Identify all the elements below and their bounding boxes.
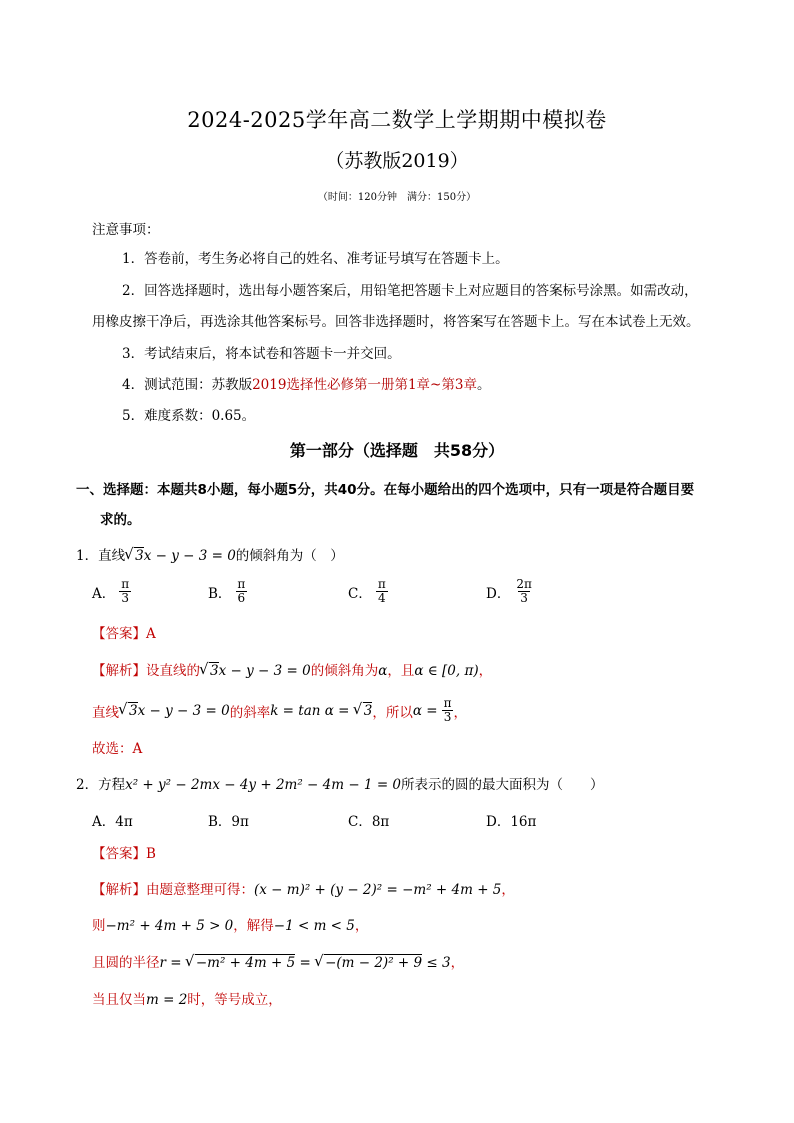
question-2-analysis-line-4: [92, 988, 282, 1008]
question-2-option-b[interactable]: [208, 810, 249, 830]
question-2-stem: [76, 773, 604, 793]
question-2-stem-post: 所表示的圆的最大面积为（ ）: [401, 777, 604, 793]
analysis-equation-text: x − y − 3 = 0: [218, 663, 311, 679]
radius-expression: [160, 955, 451, 971]
radius-condition: −m² + 4m + 5 > 0: [105, 918, 234, 934]
analysis-text: ，且: [387, 663, 415, 679]
analysis-text: 的倾斜角为: [310, 663, 379, 679]
notice-item-4-scope: 2019选择性必修第一册第1章~第3章: [252, 377, 477, 393]
alpha-range: α ∈ [0, π): [414, 663, 479, 679]
question-1-equation: √ 3x − y − 3 = 0: [125, 548, 236, 564]
question-1-stem-post: 的倾斜角为（ ）: [235, 548, 344, 564]
notice-item-4: [122, 373, 490, 393]
denominator: 3: [121, 591, 130, 605]
exam-meta: （时间：120分钟 满分：150分）: [317, 192, 477, 203]
option-fraction: [514, 578, 534, 605]
option-fraction: [119, 578, 131, 605]
answer-tag: 【答案】: [92, 626, 146, 642]
numerator: 2π: [516, 577, 532, 591]
question-1-number: 1．: [76, 548, 99, 564]
slope-text: k = tan α =: [270, 702, 350, 719]
analysis-text: ，: [354, 918, 369, 934]
question-1-option-d[interactable]: [486, 578, 534, 605]
section-instructions: 一、选择题：本题共8小题，每小题5分，共40分。在每小题给出的四个选项中，只有一项是符合题目要: [76, 482, 695, 498]
numerator: π: [443, 696, 452, 710]
denominator: 3: [443, 710, 452, 724]
section-heading: 第一部分（选择题 共58分）: [289, 441, 505, 460]
question-2-option-a[interactable]: [92, 810, 133, 830]
analysis-text: 设直线的: [146, 663, 200, 679]
analysis-text: ，解得: [233, 918, 274, 934]
answer-value: B: [146, 846, 156, 862]
analysis-equation: √ 3x − y − 3 = 0: [200, 663, 311, 679]
analysis-tag: 【解析】: [92, 882, 146, 898]
notice-item-1: 1．答卷前，考生务必将自己的姓名、准考证号填写在答题卡上。: [122, 251, 509, 267]
question-1-option-b[interactable]: [208, 578, 247, 605]
question-1-answer: [92, 622, 156, 642]
option-label: C．: [348, 814, 372, 830]
notice-item-2-cont: 用橡皮擦干净后，再选涂其他答案标号。回答非选择题时，将答案写在答题卡上。写在本试卷上无效。: [92, 314, 700, 330]
notice-item-5: 5．难度系数：0.65。: [122, 408, 256, 424]
numerator: π: [377, 577, 386, 591]
question-2-equation: x² + y² − 2mx − 4y + 2m² − 4m − 1 = 0: [125, 777, 402, 793]
analysis-text: 的斜率: [229, 704, 271, 721]
option-label: C．: [348, 585, 372, 602]
option-label: D．: [486, 585, 511, 602]
numerator: π: [121, 577, 130, 591]
analysis-equation-text: x − y − 3 = 0: [137, 702, 230, 719]
equality-condition: m = 2: [146, 992, 188, 1008]
alpha-fraction: [442, 697, 454, 724]
analysis-text: ，: [501, 882, 515, 898]
answer-value: A: [146, 626, 156, 642]
radicand-1: −m² + 4m + 5: [195, 955, 296, 971]
notice-item-4-prefix: 4．测试范围：苏教版: [122, 377, 253, 393]
circle-equation: (x − m)² + (y − 2)² = −m² + 4m + 5: [254, 882, 502, 898]
option-fraction: [235, 578, 247, 605]
question-2-analysis-line-2: [92, 914, 368, 934]
option-label: D．: [486, 814, 511, 830]
question-1-conclusion: 故选：A: [92, 741, 143, 757]
question-1-stem-pre: 直线: [98, 548, 126, 564]
notice-item-2: 2．回答选择题时，选出每小题答案后，用铅笔把答题卡上对应题目的答案标号涂黑。如需改动，: [122, 283, 698, 299]
question-2-option-d[interactable]: [486, 810, 536, 830]
m-range: −1 < m < 5: [273, 918, 355, 934]
notice-heading: 注意事项：: [92, 222, 160, 238]
analysis-text: 当且仅当: [92, 992, 146, 1008]
analysis-tag: 【解析】: [92, 663, 146, 679]
alpha-equals: α =: [412, 702, 438, 719]
question-1-option-c[interactable]: [348, 578, 388, 605]
notice-item-3: 3．考试结束后，将本试卷和答题卡一并交回。: [122, 346, 401, 362]
analysis-text: 时，等号成立，: [187, 992, 282, 1008]
analysis-text: 则: [92, 918, 106, 934]
question-2-option-c[interactable]: [348, 810, 389, 830]
denominator: 3: [520, 591, 528, 605]
option-value: 4π: [115, 814, 133, 830]
numerator: π: [237, 577, 246, 591]
question-2-analysis-line-1: [92, 878, 515, 898]
question-1-stem: [76, 544, 344, 564]
question-1-option-a[interactable]: [92, 578, 131, 605]
option-value: 8π: [371, 814, 390, 830]
option-label: B．: [208, 585, 232, 602]
question-1-analysis-line-1: [92, 659, 492, 679]
alpha-symbol: α: [378, 663, 388, 679]
question-2-analysis-line-3: [92, 951, 464, 971]
option-value: 9π: [231, 814, 249, 830]
option-value: 16π: [510, 814, 537, 830]
notice-item-4-suffix: 。: [476, 377, 491, 393]
analysis-text: 直线: [92, 704, 119, 721]
question-2-number: 2．: [76, 777, 99, 793]
radicand-2: −(m − 2)² + 9: [325, 955, 423, 971]
section-instructions-cont: 求的。: [100, 512, 141, 528]
analysis-text: ，: [450, 955, 465, 971]
page-subtitle: （苏教版2019）: [325, 150, 469, 172]
radius-label: r =: [159, 955, 182, 971]
analysis-text: ，: [453, 704, 467, 721]
question-2-stem-pre: 方程: [98, 777, 126, 793]
option-label: B．: [208, 814, 232, 830]
option-label: A．: [92, 814, 116, 830]
answer-tag: 【答案】: [92, 846, 146, 862]
analysis-text: ，所以: [372, 704, 413, 721]
page-title: 2024-2025学年高二数学上学期期中模拟卷: [187, 108, 607, 132]
analysis-text: 由题意整理可得：: [146, 882, 254, 898]
denominator: 6: [237, 591, 246, 605]
slope-expression: k = tan α = √ 3: [270, 703, 372, 719]
option-label: A．: [92, 585, 116, 602]
upper-bound: ≤ 3: [426, 955, 451, 971]
analysis-text: ，: [478, 663, 493, 679]
analysis-text: 且圆的半径: [92, 955, 160, 971]
option-fraction: [376, 578, 388, 605]
question-2-answer: [92, 842, 156, 862]
equals-sign: =: [299, 955, 311, 971]
analysis-equation: √ 3x − y − 3 = 0: [119, 703, 230, 719]
denominator: 4: [377, 591, 386, 605]
question-1-analysis-line-2: [92, 697, 467, 724]
question-1-equation-text: x − y − 3 = 0: [143, 548, 236, 564]
